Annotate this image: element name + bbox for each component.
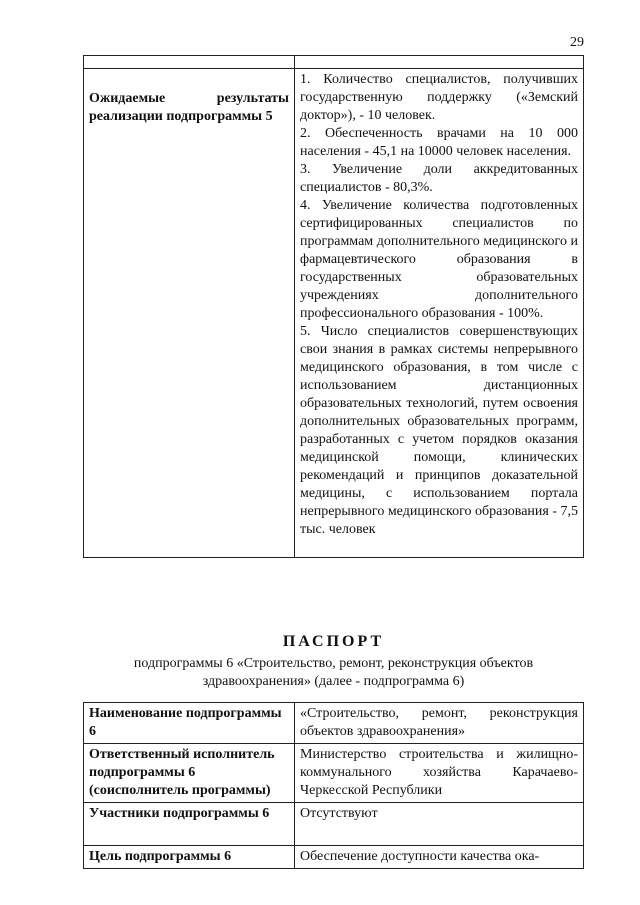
table-row	[84, 846, 584, 869]
passport-subtitle: подпрограммы 6 «Строительство, ремонт, реконструкция объектов здравоохранения» (далее - подпрограмма 6)	[133, 656, 534, 689]
table-header-spacer-row	[84, 56, 584, 69]
table-row	[84, 803, 584, 846]
row-label: Ответственный исполнитель подпрограммы 6 (соисполнитель программы)	[84, 744, 295, 803]
result-item: 5. Число специалистов совершенствующих свои знания в рамках системы непрерывного медицинского образования, в том числе с использованием дистанционных образовательных технологий, путем освоения дополнительных образовательных программ, разработанных с учетом порядков оказания медицинской помощи, клинических рекомендаций и принципов доказательной медицины, с использованием портала непрерывного медицинского образования - 7,5 тыс. человек	[300, 324, 579, 537]
result-item: 1. Количество специалистов, получивших государственную поддержку («Земский доктор»), - 10 человек.	[300, 72, 578, 123]
row-value: Отсутствуют	[295, 803, 584, 846]
table-row	[84, 69, 584, 558]
passport-title: ПАСПОРТ	[282, 633, 385, 650]
result-item: 3. Увеличение доли аккредитованных специалистов - 80,3%.	[300, 162, 578, 195]
page-number: 29	[570, 35, 584, 50]
passport-table	[83, 702, 584, 869]
row-label: Ожидаемые результаты реализации подпрограммы 5	[84, 69, 295, 558]
table-row	[84, 703, 584, 744]
row-value: Министерство строительства и жилищно-коммунального хозяйства Карачаево-Черкесской Республики	[295, 744, 584, 803]
row-value	[295, 69, 584, 558]
result-item: 4. Увеличение количества подготовленных сертифицированных специалистов по программам дополнительного медицинского и фармацевтического образования в государственных образовательных учреждениях дополнительного профессионального образования - 100%.	[300, 198, 578, 321]
result-item: 2. Обеспеченность врачами на 10 000 населения - 45,1 на 10000 человек населения.	[300, 126, 578, 159]
row-label: Цель подпрограммы 6	[84, 846, 295, 869]
table-row	[84, 744, 584, 803]
row-value: «Строительство, ремонт, реконструкция объектов здравоохранения»	[295, 703, 584, 744]
row-label: Наименование подпрограммы 6	[84, 703, 295, 744]
row-label: Участники подпрограммы 6	[84, 803, 295, 846]
row-value: Обеспечение доступности качества ока-	[295, 846, 584, 869]
expected-results-table	[83, 55, 584, 558]
